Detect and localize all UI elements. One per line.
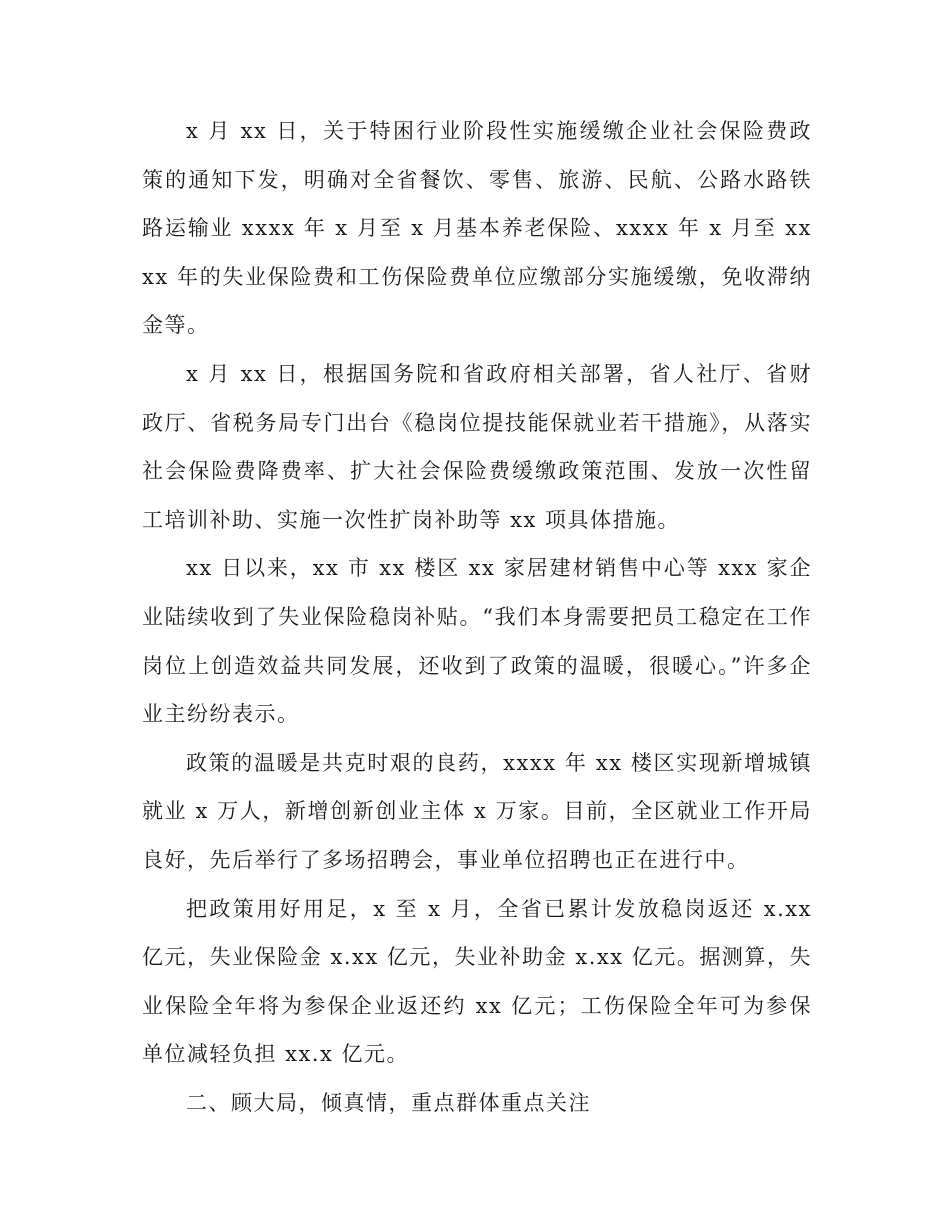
- paragraph-employment-results: 政策的温暖是共克时艰的良药，xxxx 年 xx 楼区实现新增城镇就业 x 万人，新增创新创业主体 x 万家。目前，全区就业工作开局良好，先后举行了多场招聘会，事业单位招聘也正在进行中。: [142, 750, 812, 872]
- paragraph-deferred-payment-notice: x 月 xx 日，关于特困行业阶段性实施缓缴企业社会保险费政策的通知下发，明确对全省餐饮、零售、旅游、民航、公路水路铁路运输业 xxxx 年 x 月至 x 月基本养老保险、xxxx 年 x 月至 xxxx 年的失业保险费和工伤保险费单位应缴部分实施缓缴，免收滞纳金等。: [142, 119, 812, 338]
- paragraph-policy-funds: 把政策用好用足，x 至 x 月，全省已累计发放稳岗返还 x.xx 亿元，失业保险金 x.xx 亿元，失业补助金 x.xx 亿元。据测算，失业保险全年将为参保企业返还约 xx 亿元；工伤保险全年可为参保单位减轻负担 xx.x 亿元。: [142, 896, 812, 1067]
- document-body: [142, 107, 812, 1127]
- section-heading: 二、顾大局，倾真情，重点群体重点关注: [186, 1090, 591, 1115]
- paragraph-enterprise-subsidies: xx 日以来，xx 市 xx 楼区 xx 家居建材销售中心等 xxx 家企业陆续收到了失业保险稳岗补贴。“我们本身需要把员工稳定在工作岗位上创造效益共同发展，还收到了政策的温暖，很暖心。”许多企业主纷纷表示。: [142, 556, 812, 727]
- paragraph-job-stabilization-measures: x 月 xx 日，根据国务院和省政府相关部署，省人社厅、省财政厅、省税务局专门出台《稳岗位提技能保就业若干措施》，从落实社会保险费降费率、扩大社会保险费缓缴政策范围、发放一次性留工培训补助、实施一次性扩岗补助等 xx 项具体措施。: [142, 361, 812, 532]
